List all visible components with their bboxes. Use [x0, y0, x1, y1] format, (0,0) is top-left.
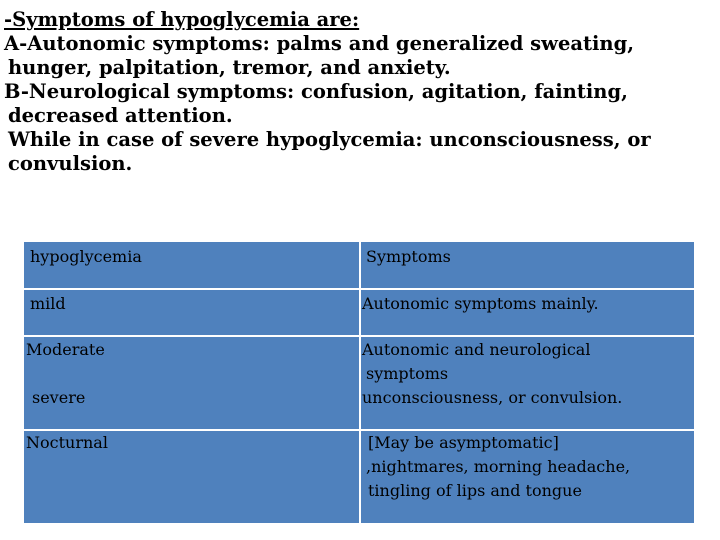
row-symptoms-severe: unconsciousness, or convulsion. — [362, 388, 623, 407]
header-hypoglycemia: hypoglycemia — [30, 247, 142, 266]
symptom-table — [24, 242, 694, 523]
row-divider — [24, 429, 694, 431]
intro-text — [4, 8, 720, 176]
autonomic-line-1: A-Autonomic symptoms: palms and generalized sweating, — [4, 32, 635, 55]
heading: -Symptoms of hypoglycemia are: — [4, 8, 360, 31]
row-divider — [24, 288, 694, 290]
row-level-severe: severe — [32, 388, 86, 407]
row-symptoms-nocturnal-line-1: [May be asymptomatic] — [368, 433, 559, 452]
neurological-line-1: B-Neurological symptoms: confusion, agitation, fainting, — [4, 80, 628, 103]
row-symptoms-moderate-line-2: symptoms — [366, 364, 449, 383]
row-level-nocturnal: Nocturnal — [26, 433, 108, 452]
row-level-moderate: Moderate — [26, 340, 105, 359]
row-divider — [24, 335, 694, 337]
row-level-mild: mild — [30, 294, 66, 313]
severe-line-1: While in case of severe hypoglycemia: unconsciousness, or — [8, 128, 651, 151]
column-divider — [359, 242, 361, 523]
header-symptoms: Symptoms — [366, 247, 451, 266]
row-symptoms-nocturnal-line-3: tingling of lips and tongue — [368, 481, 582, 500]
severe-line-2: convulsion. — [8, 152, 133, 175]
row-symptoms-nocturnal-line-2: ,nightmares, morning headache, — [366, 457, 631, 476]
neurological-line-2: decreased attention. — [8, 104, 233, 127]
row-symptoms-mild: Autonomic symptoms mainly. — [362, 294, 599, 313]
row-symptoms-moderate-line-1: Autonomic and neurological — [362, 340, 591, 359]
autonomic-line-2: hunger, palpitation, tremor, and anxiety. — [8, 56, 451, 79]
